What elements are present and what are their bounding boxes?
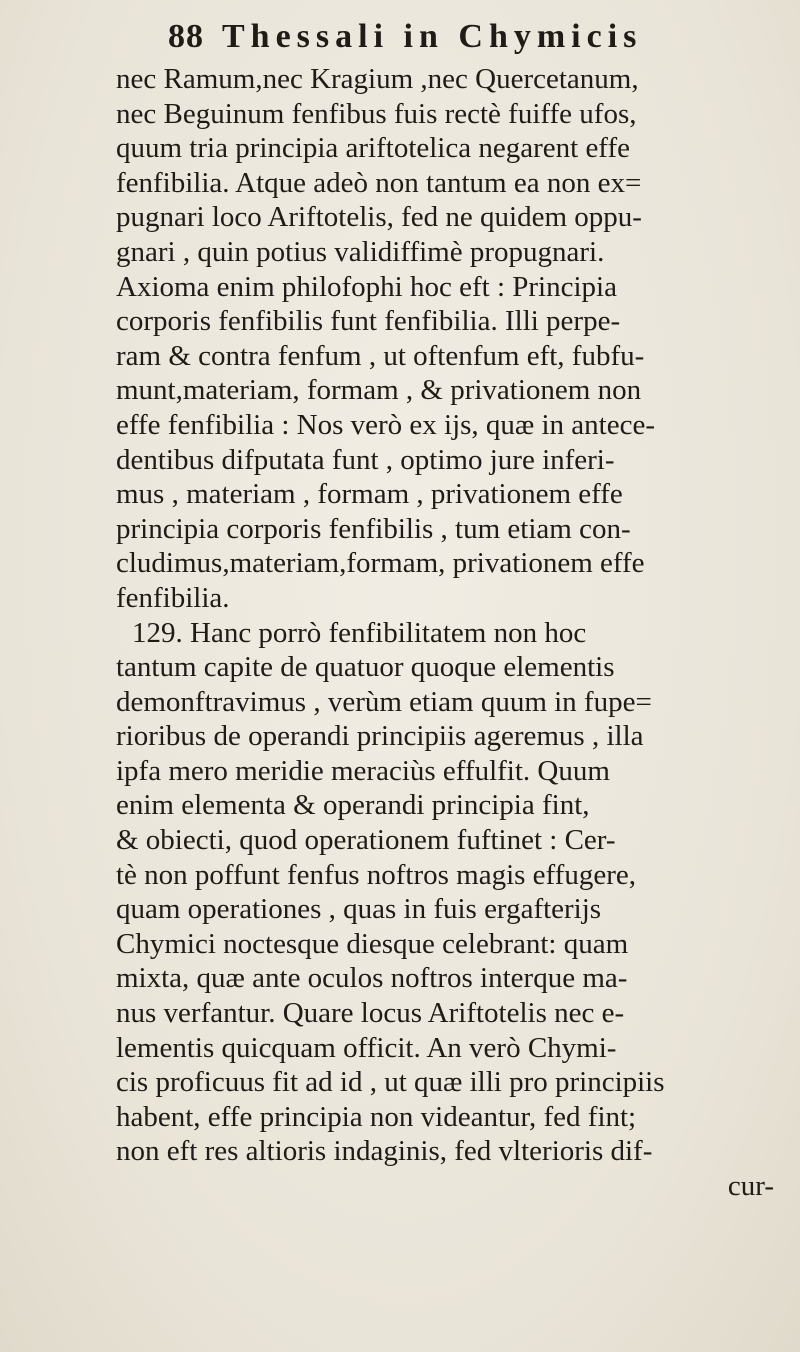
text-line: munt,materiam, formam , & privationem non	[116, 374, 642, 407]
text-line: lementis quicquam officit. An verò Chymi-	[116, 1031, 617, 1064]
text-line: habent, effe principia non videantur, fed fint;	[116, 1100, 637, 1133]
text-line: fenfibilia.	[116, 581, 230, 614]
text-line: non eft res altioris indaginis, fed vlterioris dif-	[116, 1135, 653, 1168]
text-line: ipfa mero meridie meraciùs effulfit. Quum	[116, 754, 610, 787]
text-line: & obiecti, quod operationem fuftinet : Cer-	[116, 824, 616, 857]
text-line: demonftravimus , verùm etiam quum in fupe=	[116, 685, 652, 718]
text-line: quam operationes , quas in fuis ergafterijs	[116, 893, 602, 926]
text-line: fenfibilia. Atque adeò non tantum ea non ex=	[116, 166, 642, 199]
page-header	[168, 18, 788, 62]
text-line: ram & contra fenfum , ut oftenfum eft, fubfu-	[116, 339, 645, 372]
text-line: effe fenfibilia : Nos verò ex ijs, quæ in antece-	[116, 408, 656, 441]
body-text	[116, 62, 792, 1204]
text-line: pugnari loco Ariftotelis, fed ne quidem oppu-	[116, 201, 642, 234]
text-line: enim elementa & operandi principia fint,	[116, 789, 590, 822]
text-line: cludimus,materiam,formam, privationem effe	[116, 547, 645, 580]
page-number: 88	[168, 18, 204, 55]
text-line: Chymici noctesque diesque celebrant: quam	[116, 927, 629, 960]
text-line: corporis fenfibilis funt fenfibilia. Illi perpe-	[116, 305, 621, 338]
text-line: mixta, quæ ante oculos noftros interque ma-	[116, 962, 628, 995]
text-line: dentibus difputata funt , optimo jure inferi-	[116, 443, 615, 476]
text-line: nec Ramum,nec Kragium ,nec Quercetanum,	[116, 63, 639, 95]
paragraph-start-line: 129. Hanc porrò fenfibilitatem non hoc	[132, 616, 587, 649]
text-line: cis proficuus fit ad id , ut quæ illi pro principiis	[116, 1066, 665, 1099]
text-line: nus verfantur. Quare locus Ariftotelis nec e-	[116, 997, 625, 1030]
text-line: tè non poffunt fenfus noftros magis effugere,	[116, 858, 636, 891]
text-line: quum tria principia ariftotelica negarent effe	[116, 132, 630, 165]
text-line: nec Beguinum fenfibus fuis rectè fuiffe ufos,	[116, 97, 637, 130]
text-line: mus , materiam , formam , privationem effe	[116, 478, 623, 511]
catchword: cur-	[727, 1170, 774, 1202]
text-line: rioribus de operandi principiis ageremus , illa	[116, 720, 644, 753]
text-line: tantum capite de quatuor quoque elementis	[116, 651, 615, 684]
running-head: Thessali in Chymicis	[222, 18, 643, 55]
text-line: principia corporis fenfibilis , tum etiam con-	[116, 512, 631, 545]
text-line: Axioma enim philofophi hoc eft : Principia	[116, 270, 617, 303]
text-line: gnari , quin potius validiffimè propugnari.	[116, 235, 605, 268]
